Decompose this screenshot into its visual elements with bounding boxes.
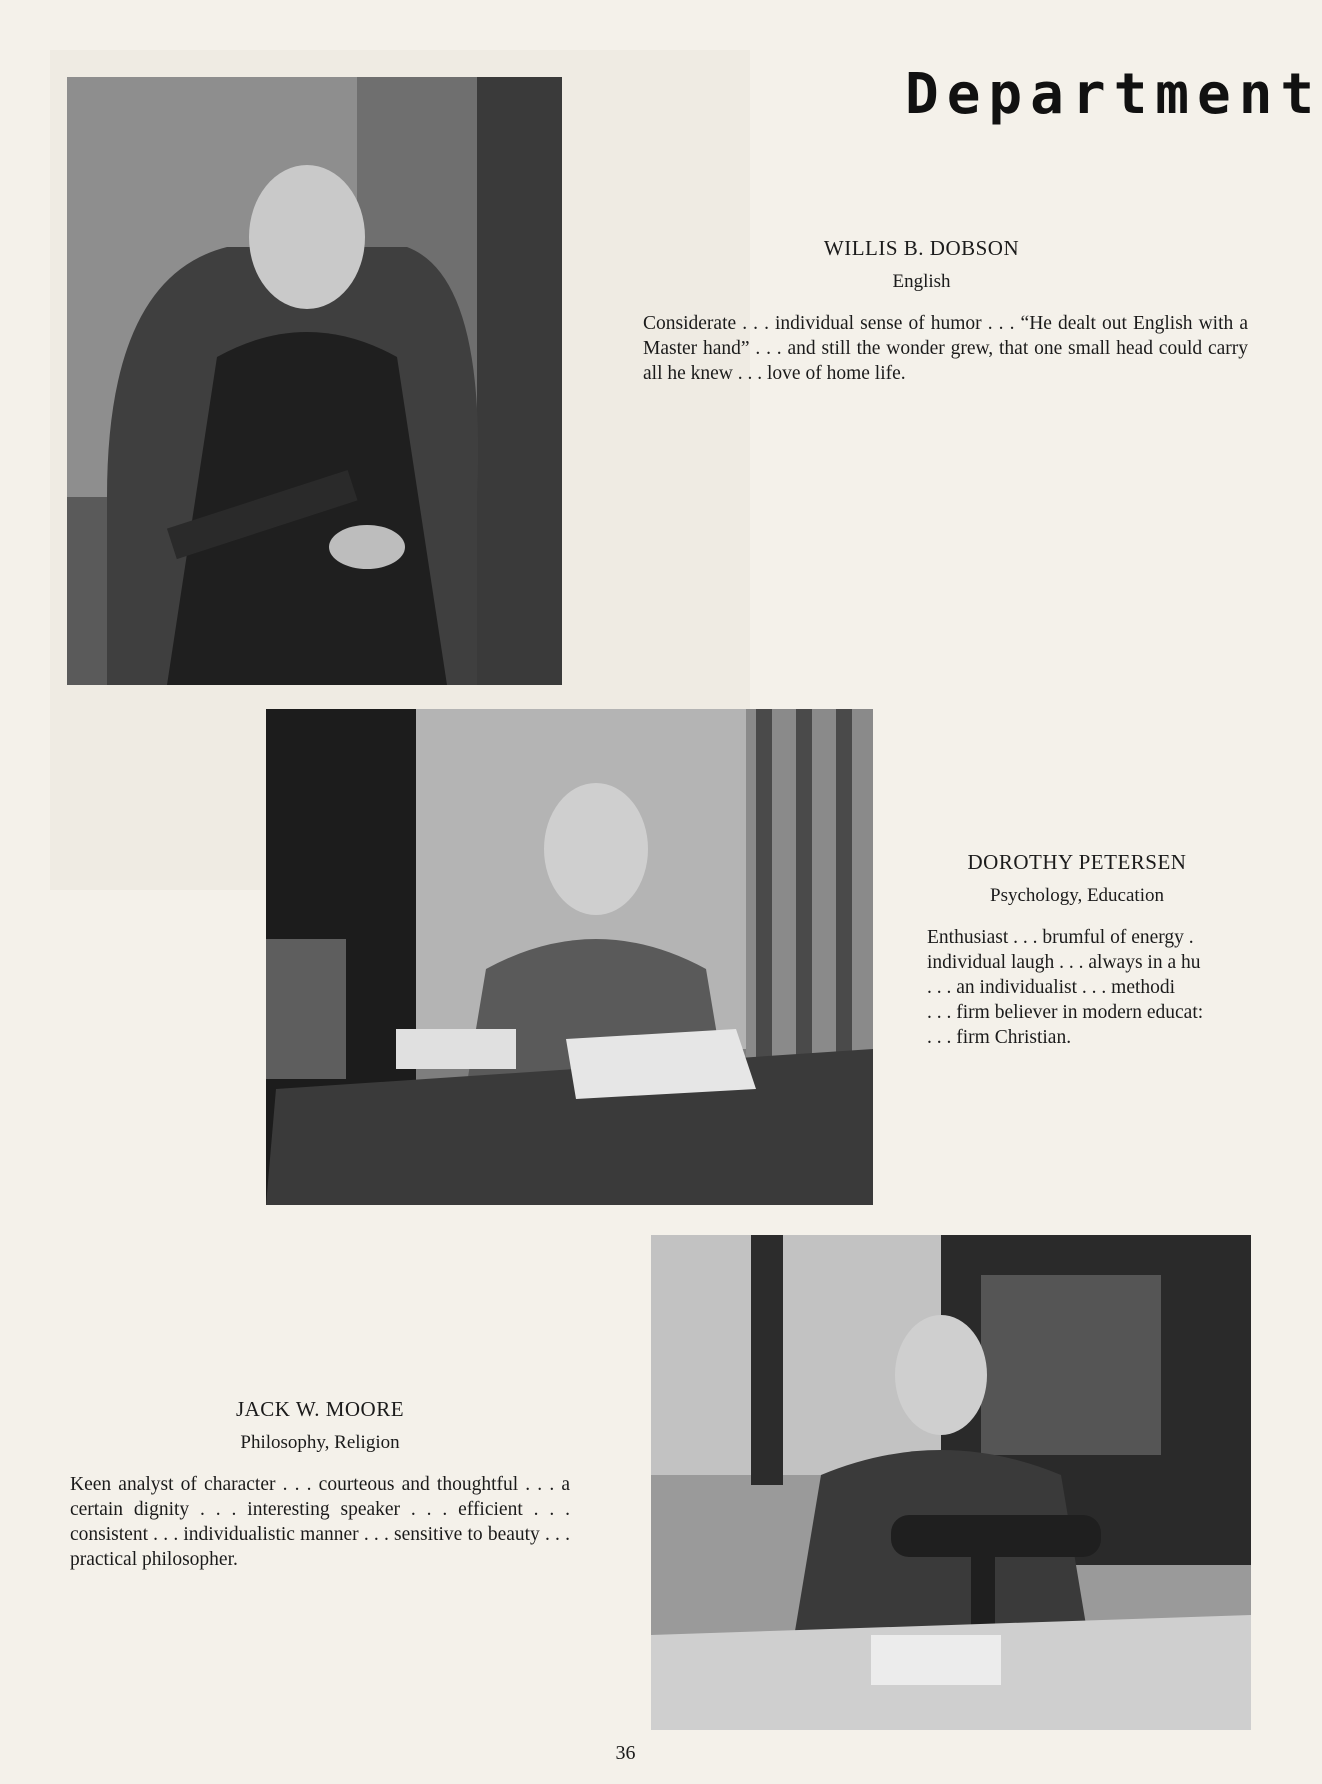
faculty-name: JACK W. MOORE <box>235 1397 405 1421</box>
description-line: . . . firm believer in modern educat: <box>927 1002 1204 1023</box>
photo-jack-moore <box>651 1235 1251 1730</box>
faculty-subject: Psychology, Education <box>990 885 1164 906</box>
photo-dorothy-petersen <box>266 709 873 1205</box>
photo-willis-dobson <box>67 77 562 685</box>
faculty-description: Keen analyst of character . . . courteous and thoughtful . . . a certain dignity . . . interesting speaker . . . efficient . . . consistent . . . individualistic manner . . . sensitive to beauty . . . practical philosopher. <box>70 1474 570 1570</box>
description-line: . . . firm Christian. <box>927 1027 1072 1048</box>
faculty-description: Considerate . . . individual sense of humor . . . “He dealt out English with a Master hand” . . . and still the wonder grew, that one small head could carry all he knew . . . love of home life. <box>643 313 1248 384</box>
faculty-name: DOROTHY PETERSEN <box>967 850 1187 874</box>
description-line: individual laugh . . . always in a hu <box>927 952 1201 973</box>
description-line: Enthusiast . . . brumful of energy . <box>927 927 1194 948</box>
faculty-name: WILLIS B. DOBSON <box>823 236 1020 260</box>
faculty-subject: Philosophy, Religion <box>240 1432 400 1453</box>
faculty-entry-dobson <box>643 236 1248 386</box>
faculty-subject: English <box>892 271 951 292</box>
faculty-entry-petersen <box>927 850 1251 1050</box>
faculty-description <box>927 925 1251 1050</box>
page-title: Department <box>905 62 1322 127</box>
page-number: 36 <box>615 1742 636 1764</box>
faculty-entry-moore <box>70 1397 570 1572</box>
description-line: . . . an individualist . . . methodi <box>927 977 1176 998</box>
